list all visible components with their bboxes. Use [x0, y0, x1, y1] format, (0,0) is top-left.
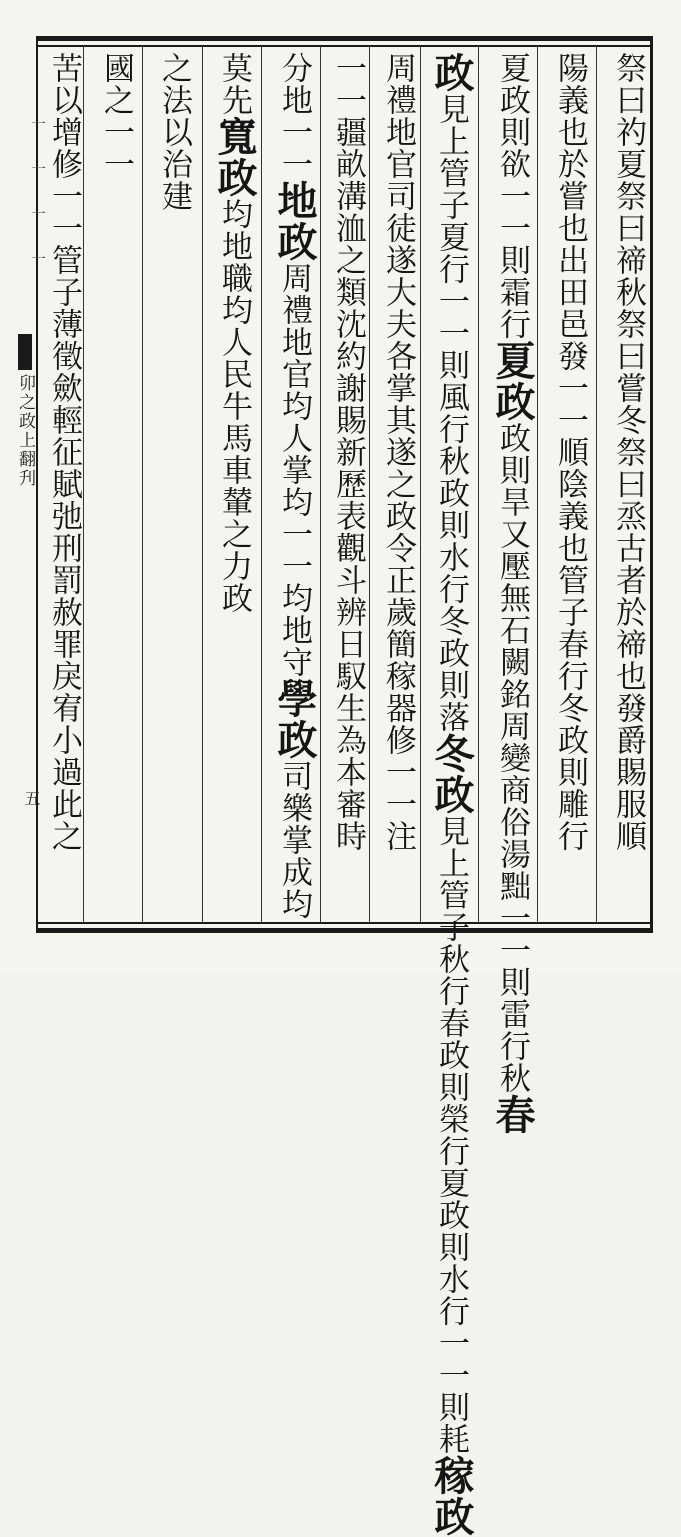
heading-zheng: 政 [428, 52, 475, 93]
heading-jiazheng: 稼政 [428, 1455, 475, 1537]
heading-dongzheng: 冬政 [428, 733, 475, 815]
page-number: 五 [22, 790, 41, 806]
text-run: 見上管子夏行一一則風行秋政則水行冬政則落 [433, 93, 469, 733]
text-run: 莫先 [216, 52, 252, 116]
fold-title: 卯之政上翻刋 [15, 374, 35, 488]
bottom-border-inner [36, 922, 653, 924]
text-run: 國之一一 [98, 52, 134, 180]
text-run: 均地職均人民牛馬車輦之力政 [216, 198, 252, 614]
column-divider [261, 46, 262, 922]
fish-tail-mark [18, 334, 32, 370]
fold-margin [0, 46, 47, 922]
text-run: 周禮地官均人掌均一一均地守 [276, 262, 312, 678]
text-column-3 [489, 52, 536, 1135]
heading-kuanzheng: 寬政 [211, 116, 258, 198]
heading-xuezheng: 學政 [271, 678, 318, 760]
text-column-4 [428, 52, 475, 1537]
column-divider [420, 46, 421, 922]
text-column-7 [272, 52, 316, 918]
text-column-9 [152, 52, 196, 918]
text-run: 之法以治建 [156, 52, 192, 212]
text-run: 分地一一 [276, 52, 312, 180]
top-border [36, 36, 653, 41]
column-divider [320, 46, 321, 922]
fold-ticks: 一一一一 [29, 116, 47, 296]
heading-xiazheng: 夏政 [489, 340, 536, 422]
text-column-8 [212, 52, 256, 918]
heading-dizheng: 地政 [271, 180, 318, 262]
text-column-1 [606, 52, 650, 918]
top-border-inner [36, 45, 653, 47]
text-column-6 [326, 52, 370, 918]
column-divider [142, 46, 143, 922]
text-column-2 [548, 52, 592, 918]
text-column-5 [376, 52, 420, 918]
text-run: 苦以增修一一管子薄徵歛輕征賦弛刑罰赦罪戾宥小過此之 [46, 52, 82, 852]
text-run: 祭曰礿夏祭曰禘秋祭曰嘗冬祭曰烝古者於禘也發爵賜服順 [610, 52, 646, 852]
column-divider [596, 46, 597, 922]
column-divider [202, 46, 203, 922]
column-divider [537, 46, 538, 922]
text-run: 周禮地官司徒遂大夫各掌其遂之政令正歲簡稼器修一一注 [380, 52, 416, 852]
text-column-10 [94, 52, 138, 918]
text-run: 政則旱又壓無石闕銘周變商俗湯黜一一則雷行秋 [494, 422, 530, 1094]
column-divider [478, 46, 479, 922]
text-run: 夏政則欲一一則霜行 [494, 52, 530, 340]
text-run: 一一疆畝溝洫之類沈約謝賜新歷表觀斗辨日馭生為本審時 [330, 52, 366, 852]
text-run: 陽義也於嘗也出田邑發一一順陰義也管子春行冬政則雕行 [552, 52, 588, 852]
bottom-border [36, 928, 653, 933]
text-column-11 [42, 52, 86, 918]
heading-chun: 春 [489, 1094, 536, 1135]
text-run: 司樂掌成均 [276, 760, 312, 920]
right-border [650, 36, 653, 933]
text-run: 見上管子秋行春政則榮行夏政則水行一一則耗 [433, 815, 469, 1455]
